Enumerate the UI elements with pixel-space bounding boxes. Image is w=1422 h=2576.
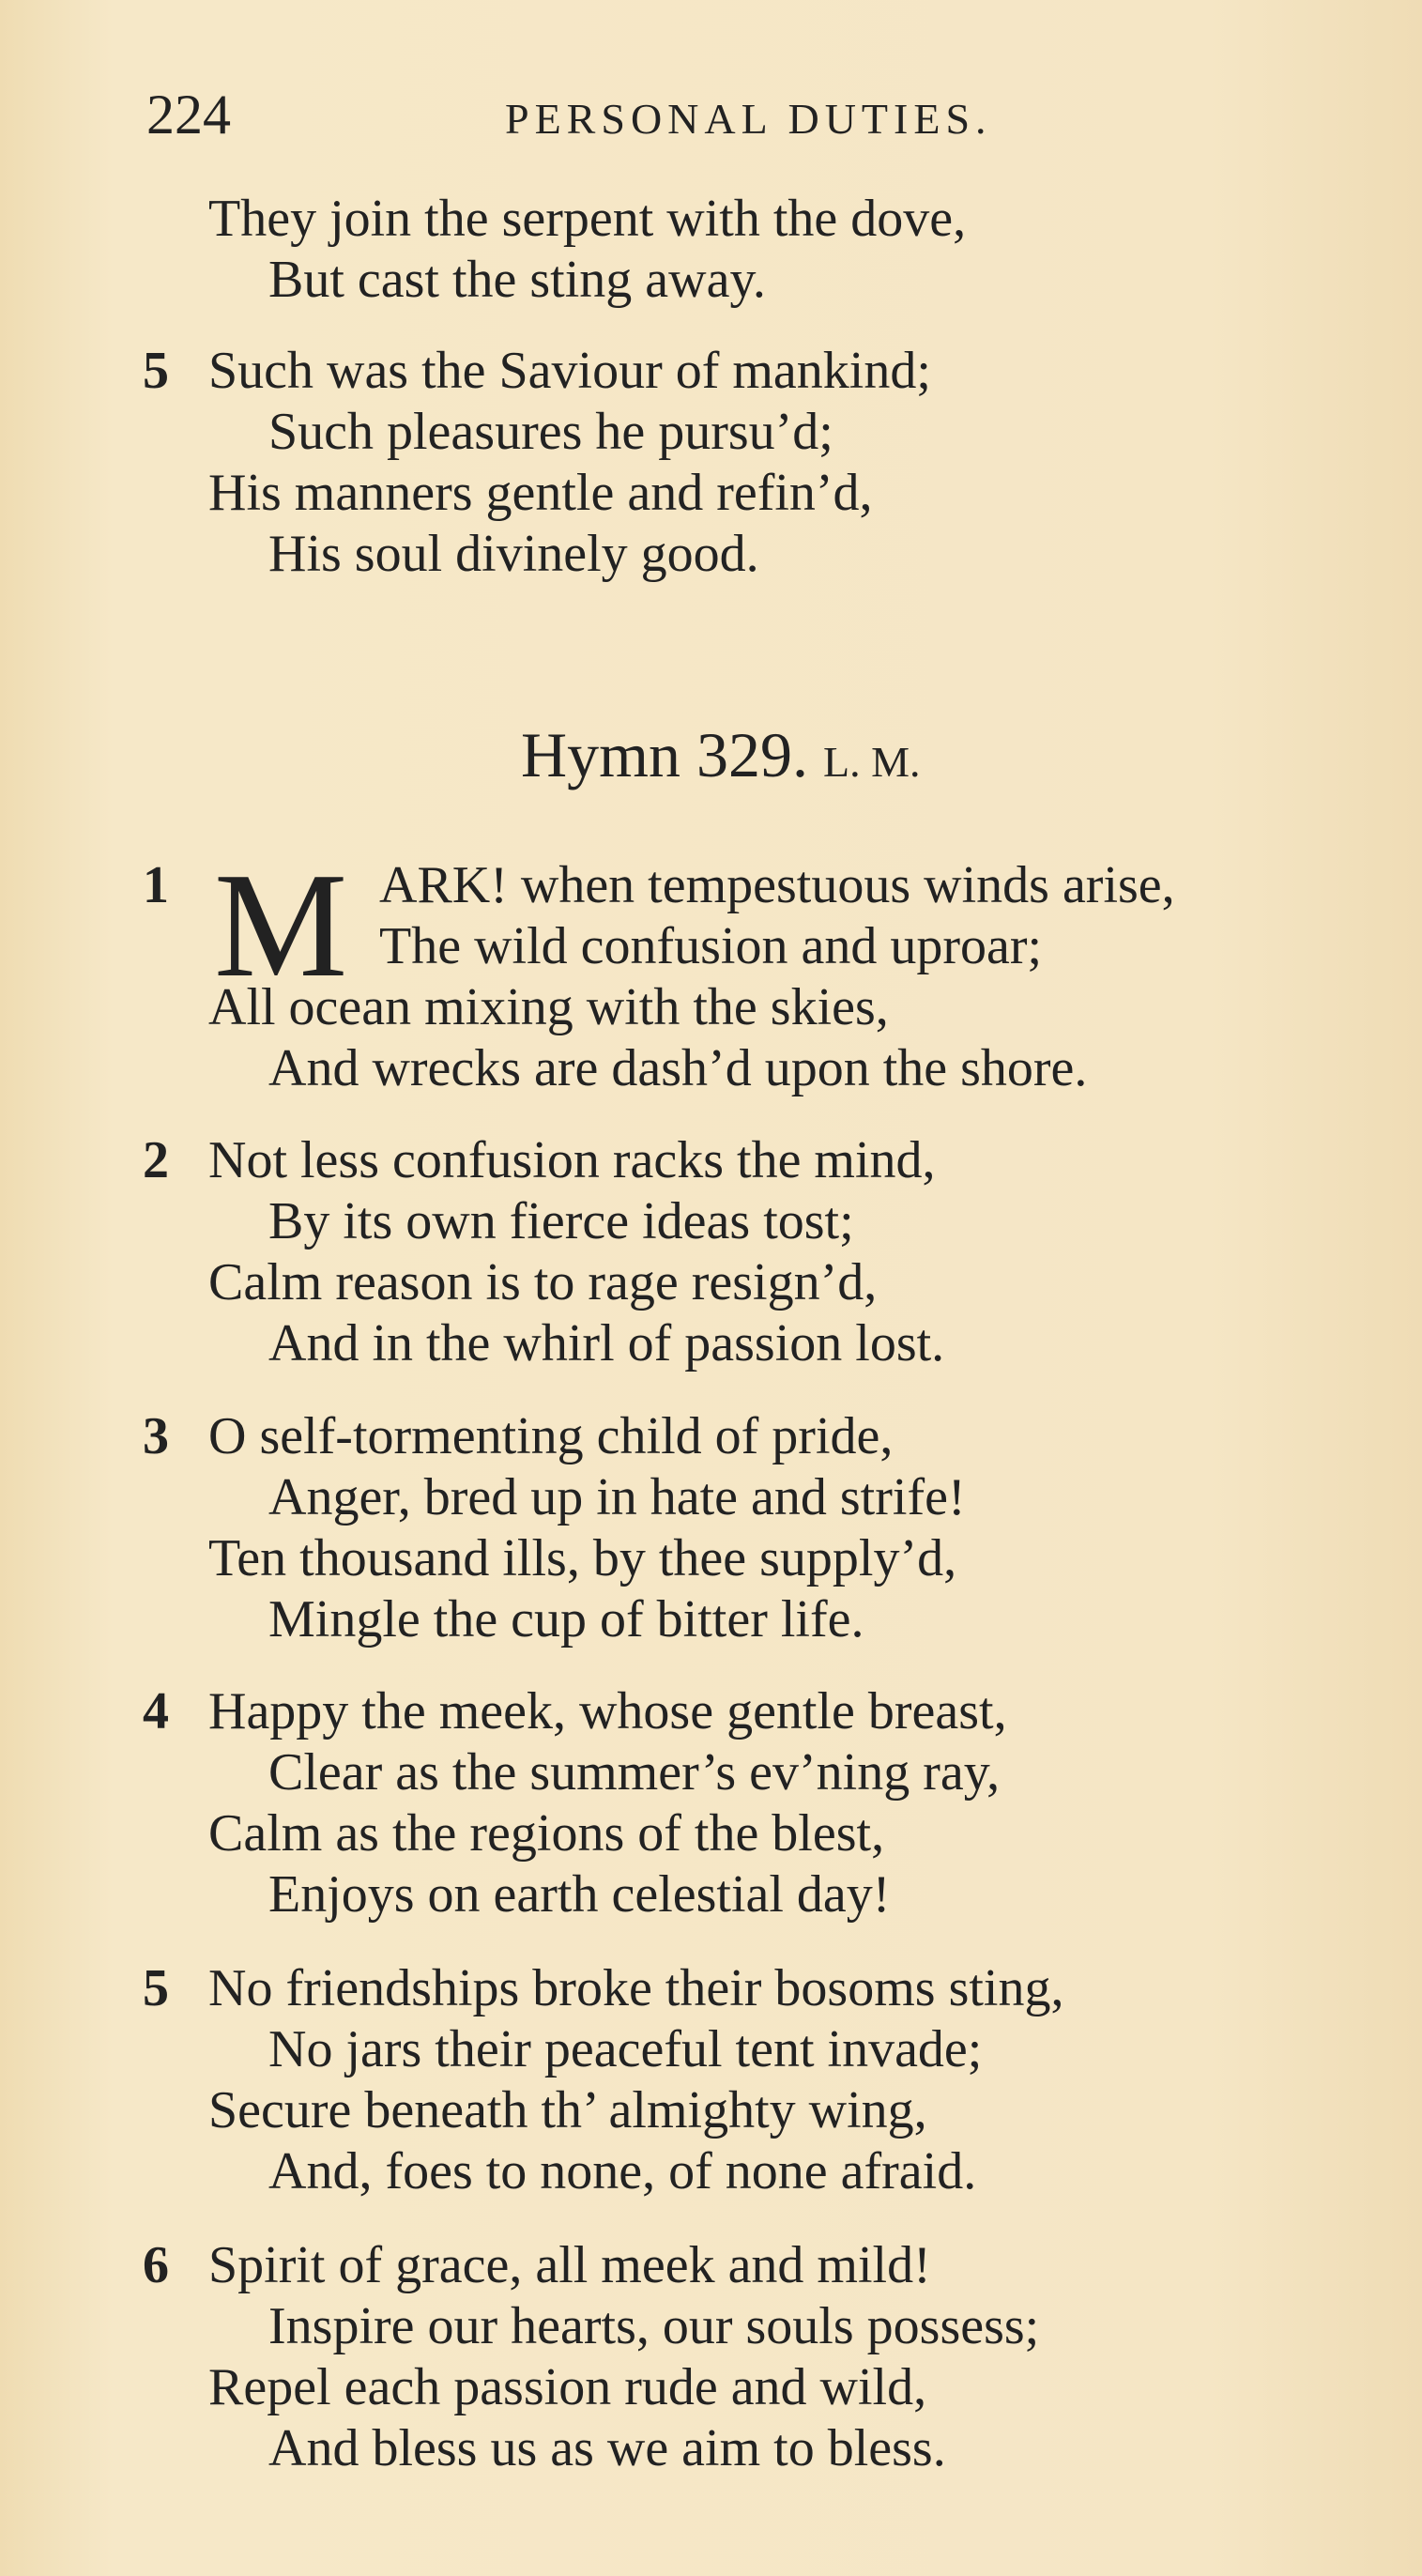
verse-line: The wild confusion and uproar; [379,917,1043,975]
verse-line: His soul divinely good. [268,525,759,583]
verse-line: Calm as the regions of the blest, [208,1804,885,1863]
verse-line: Such was the Saviour of mankind; [208,342,931,400]
hymn-number: Hymn 329. [521,719,808,790]
verse-line: Happy the meek, whose gentle breast, [208,1682,1007,1740]
verse-line: And bless us as we aim to bless. [268,2419,946,2477]
stanza-number: 6 [143,2236,169,2294]
stanza-number: 5 [143,1959,169,2017]
verse-line: Clear as the summer’s ev’ning ray, [268,1743,1001,1802]
stanza-number: 4 [143,1682,169,1740]
verse-line: His manners gentle and refin’d, [208,464,873,522]
verse-line: No jars their peaceful tent invade; [268,2020,983,2078]
stanza-number: 2 [143,1131,169,1189]
hymn-meter: L. M. [823,738,921,786]
verse-line: No friendships broke their bosoms sting, [208,1959,1064,2017]
verse-line: All ocean mixing with the skies, [208,978,889,1036]
verse-line: Repel each passion rude and wild, [208,2358,927,2416]
verse-line: They join the serpent with the dove, [208,190,967,248]
verse-line: And, foes to none, of none afraid. [268,2142,977,2200]
verse-line: Spirit of grace, all meek and mild! [208,2236,931,2294]
verse-line: And wrecks are dash’d upon the shore. [268,1039,1088,1097]
drop-cap: M [214,841,348,1008]
verse-line: Ten thousand ills, by thee supply’d, [208,1529,957,1587]
verse-line: Not less confusion racks the mind, [208,1131,936,1189]
verse-line: Anger, bred up in hate and strife! [268,1468,966,1526]
verse-line: Inspire our hearts, our souls possess; [268,2297,1040,2355]
verse-line: Mingle the cup of bitter life. [268,1590,864,1648]
verse-line: And in the whirl of passion lost. [268,1314,945,1372]
page-number: 224 [146,84,231,146]
verse-line: Such pleasures he pursu’d; [268,403,833,461]
stanza-number: 5 [143,342,169,400]
verse-line: O self-tormenting child of pride, [208,1407,894,1465]
verse-line: Secure beneath th’ almighty wing, [208,2081,927,2139]
running-head [131,83,1108,148]
verse-line: Calm reason is to rage resign’d, [208,1253,878,1311]
verse-line: Enjoys on earth celestial day! [268,1865,891,1924]
hymn-title [521,718,921,792]
running-title: PERSONAL DUTIES. [505,95,992,143]
stanza-number: 3 [143,1407,169,1465]
verse-line: But cast the sting away. [268,251,766,309]
stanza-number: 1 [143,856,169,914]
verse-line: By its own fierce ideas tost; [268,1192,854,1250]
verse-line: ARK! when tempestuous winds arise, [379,856,1175,914]
